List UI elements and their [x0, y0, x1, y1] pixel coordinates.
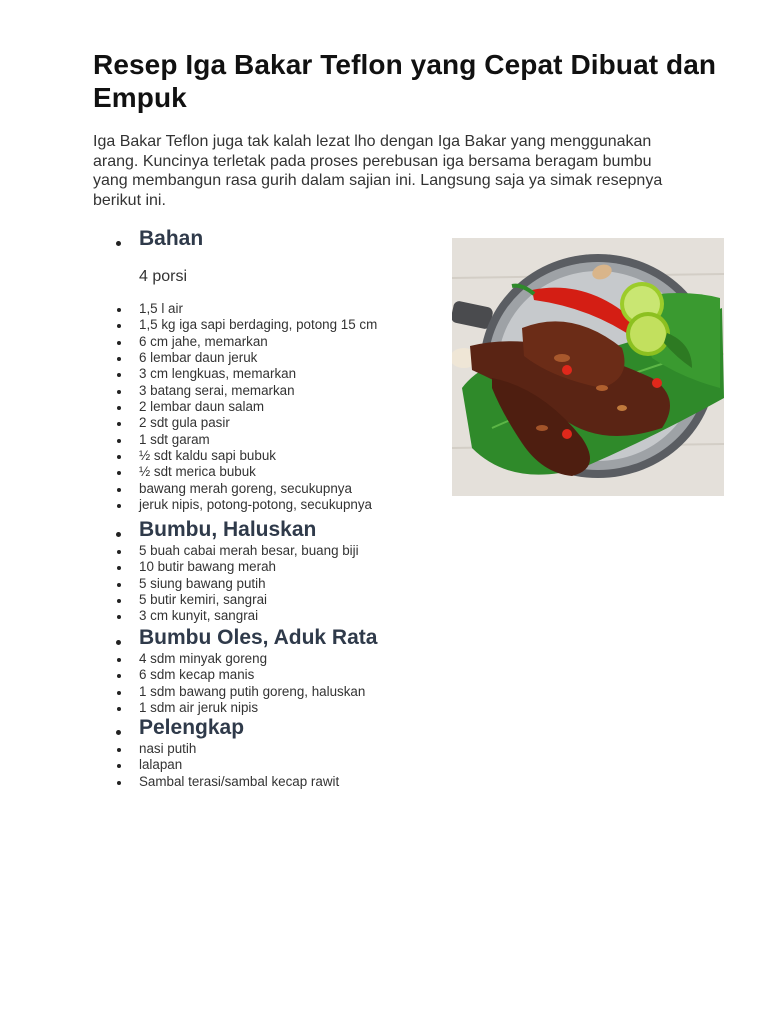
list-item: 1 sdt garam	[93, 432, 453, 448]
ingredient-list	[93, 741, 453, 790]
list-item: bawang merah goreng, secukupnya	[93, 481, 453, 497]
ingredient-list	[93, 543, 453, 625]
article	[93, 48, 733, 210]
intro-paragraph: Iga Bakar Teflon juga tak kalah lezat lho dengan Iga Bakar yang menggunakan arang. Kuncinya terletak pada proses perebusan iga bersama beragam bumbu yang membangun rasa gurih dalam sajian ini. Langsung saja ya simak resepnya berikut ini.	[93, 133, 663, 209]
bullet-icon	[116, 640, 121, 645]
bullet-icon	[117, 781, 121, 785]
bullet-icon	[117, 406, 121, 410]
bullet-icon	[117, 373, 121, 377]
list-item: 2 sdt gula pasir	[93, 415, 453, 431]
portions-label: 4 porsi	[139, 268, 188, 285]
section-heading	[93, 626, 453, 650]
section-heading-text: Bumbu Oles, Aduk Rata	[139, 626, 378, 649]
list-item: 3 cm lengkuas, memarkan	[93, 366, 453, 382]
list-item: lalapan	[93, 757, 453, 773]
bullet-icon	[117, 658, 121, 662]
bullet-icon	[117, 504, 121, 508]
section-pelengkap	[93, 716, 453, 790]
bullet-icon	[117, 422, 121, 426]
list-item: 6 sdm kecap manis	[93, 667, 453, 683]
bullet-icon	[117, 615, 121, 619]
bullet-icon	[117, 764, 121, 768]
list-item: ½ sdt kaldu sapi bubuk	[93, 448, 453, 464]
bullet-icon	[117, 455, 121, 459]
section-heading	[93, 518, 453, 542]
bullet-icon	[117, 390, 121, 394]
bullet-icon	[116, 532, 121, 537]
bullet-icon	[117, 439, 121, 443]
bullet-icon	[117, 488, 121, 492]
bullet-icon	[117, 471, 121, 475]
list-item: ½ sdt merica bubuk	[93, 464, 453, 480]
list-item: 3 cm kunyit, sangrai	[93, 608, 453, 624]
section-heading-text: Bumbu, Haluskan	[139, 518, 317, 541]
section-bumbu-haluskan	[93, 518, 453, 625]
grilled-ribs-illustration	[452, 238, 724, 496]
list-item: 1 sdm air jeruk nipis	[93, 700, 453, 716]
bullet-icon	[117, 357, 121, 361]
bullet-icon	[117, 566, 121, 570]
section-heading-text: Pelengkap	[139, 716, 245, 739]
bullet-icon	[117, 674, 121, 678]
list-item: 5 siung bawang putih	[93, 576, 453, 592]
section-heading	[93, 716, 453, 740]
list-item: nasi putih	[93, 741, 453, 757]
bullet-icon	[117, 583, 121, 587]
list-item: 6 cm jahe, memarkan	[93, 334, 453, 350]
bullet-icon	[117, 341, 121, 345]
list-item: 6 lembar daun jeruk	[93, 350, 453, 366]
list-item: jeruk nipis, potong-potong, secukupnya	[93, 497, 453, 513]
section-bahan	[93, 227, 453, 513]
list-item: 10 butir bawang merah	[93, 559, 453, 575]
list-item: 3 batang serai, memarkan	[93, 383, 453, 399]
list-item: 1,5 l air	[93, 301, 453, 317]
bullet-icon	[117, 748, 121, 752]
ingredient-list	[93, 301, 453, 513]
list-item: Sambal terasi/sambal kecap rawit	[93, 774, 453, 790]
bullet-icon	[117, 707, 121, 711]
list-item: 1 sdm bawang putih goreng, haluskan	[93, 684, 453, 700]
list-item: 2 lembar daun salam	[93, 399, 453, 415]
bullet-icon	[117, 324, 121, 328]
bullet-icon	[117, 550, 121, 554]
bullet-icon	[116, 730, 121, 735]
section-bumbu-oles	[93, 626, 453, 716]
bullet-icon	[117, 599, 121, 603]
bullet-icon	[117, 308, 121, 312]
list-item: 1,5 kg iga sapi berdaging, potong 15 cm	[93, 317, 453, 333]
list-item: 4 sdm minyak goreng	[93, 651, 453, 667]
section-heading	[93, 227, 453, 251]
page-title: Resep Iga Bakar Teflon yang Cepat Dibuat dan Empuk	[93, 49, 717, 113]
ingredient-list	[93, 651, 453, 716]
bullet-icon	[117, 691, 121, 695]
list-item: 5 buah cabai merah besar, buang biji	[93, 543, 453, 559]
section-heading-text: Bahan	[139, 227, 204, 250]
bullet-icon	[116, 241, 121, 246]
list-item: 5 butir kemiri, sangrai	[93, 592, 453, 608]
grilled-ribs-photo	[452, 238, 724, 496]
